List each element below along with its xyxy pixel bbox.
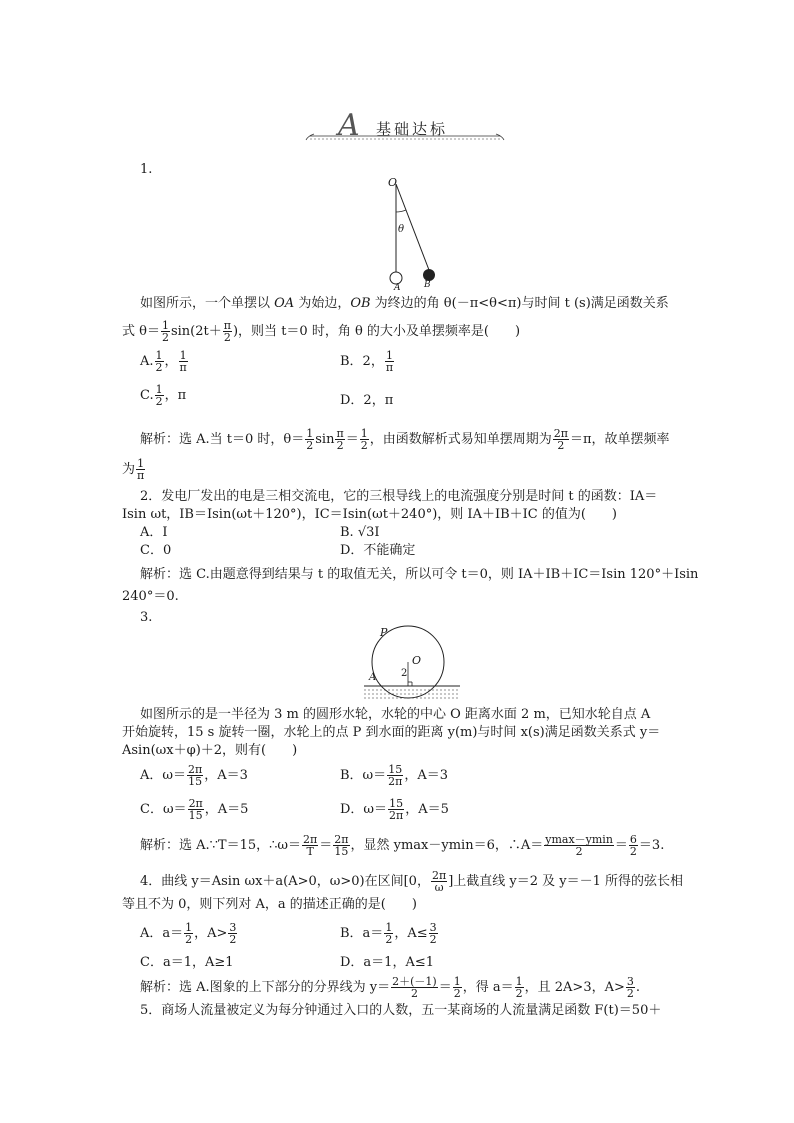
q2-stem-line1: 2．发电厂发出的电是三相交流电，它的三根导线上的电流强度分别是时间 t 的函数：IA＝ xyxy=(140,489,658,504)
q3-option-c[interactable]: C．ω＝ $\frac{2\pi}{15}$ ，A＝5 xyxy=(140,797,249,822)
q3-solution: 解析：选 A.∵T＝15，∴ω＝ $\frac{2\pi}{T}$ ＝ $\frac{2\pi}{15}$ ，显然 ymax－ymin＝6，∴A＝ $\frac{ymax-ymin}{2}$ ＝ $\frac{6}{2}$ ＝3. xyxy=(140,833,665,858)
q2-option-d[interactable]: D．不能确定 xyxy=(340,543,416,558)
q3-option-d[interactable]: D．ω＝ $\frac{15}{2\pi}$ ，A＝5 xyxy=(340,797,449,822)
q4-stem-line2: 等且不为 0，则下列对 A，a 的描述正确的是( ) xyxy=(122,897,417,912)
q5-stem-line1: 5．商场人流量被定义为每分钟通过入口的人数，五一某商场的人流量满足函数 F(t)＝50＋ xyxy=(140,1003,662,1018)
q4-option-b[interactable]: B．a＝ $\frac{1}{2}$ ，A≤ $\frac{3}{2}$ xyxy=(340,921,437,946)
pendulum-figure xyxy=(380,174,450,292)
q1-option-a[interactable]: A. $\frac{1}{2}$ ， $\frac{1}{\pi}$ xyxy=(140,349,187,374)
header-letter: A xyxy=(338,108,360,143)
q1-stem-line1: 如图所示，一个单摆以 OA 为始边，OB 为终边的角 θ(－π<θ<π)与时间 t (s)满足函数关系 xyxy=(140,296,669,311)
fig3-label-p: P xyxy=(380,626,388,639)
q3-number: 3. xyxy=(140,610,153,625)
fig1-label-o: O xyxy=(388,176,398,189)
q1-solution-line2: 为 $\frac{1}{\pi}$ xyxy=(122,457,145,482)
q2-option-a[interactable]: A．I xyxy=(140,525,168,540)
q4-option-d[interactable]: D．a＝1，A≤1 xyxy=(340,955,434,970)
fig3-label-o: O xyxy=(412,654,422,667)
q3-option-a[interactable]: A．ω＝ $\frac{2\pi}{15}$ ，A＝3 xyxy=(140,763,248,788)
q4-solution: 解析：选 A.图象的上下部分的分界线为 y＝ $\frac{2+(-1)}{2}$ ＝ $\frac{1}{2}$ ，得 a＝ $\frac{1}{2}$ ，且 2A>3，A> $\frac{3}{2}$ . xyxy=(140,975,641,1000)
header-title: 基础达标 xyxy=(376,120,449,138)
q4-option-a[interactable]: A．a＝ $\frac{1}{2}$ ，A> $\frac{3}{2}$ xyxy=(140,921,237,946)
q1-number: 1. xyxy=(140,162,153,177)
q1-solution: 解析：选 A.当 t＝0 时，θ＝ $\frac{1}{2}$ sin $\frac{\pi}{2}$ ＝ $\frac{1}{2}$ ，由函数解析式易知单摆周期为 $\frac{2\pi}{2}$ ＝π，故单摆频率 xyxy=(140,427,670,452)
fig1-label-theta: θ xyxy=(398,224,405,235)
q2-solution-line1: 解析：选 C.由题意得到结果与 t 的取值无关，所以可令 t＝0，则 IA＋IB＋IC＝Isin 120°＋Isin xyxy=(140,567,699,582)
q3-option-b[interactable]: B．ω＝ $\frac{15}{2\pi}$ ，A＝3 xyxy=(340,763,449,788)
q3-stem-line1: 如图所示的是一半径为 3 m 的圆形水轮，水轮的中心 O 距离水面 2 m，已知水轮自点 A xyxy=(140,707,651,722)
fraction: $\frac{\pi}{2}$ xyxy=(223,319,231,344)
fig3-label-a: A xyxy=(369,672,377,683)
fig1-label-a: A xyxy=(394,283,401,293)
q1-stem-line2: 式 θ＝ $\frac{1}{2}$ sin(2t＋ $\frac{\pi}{2}$ )，则当 t＝0 时，角 θ 的大小及单摆频率是( ) xyxy=(122,319,521,344)
q4-option-c[interactable]: C．a＝1，A≥1 xyxy=(140,955,234,970)
fig3-label-two: 2 xyxy=(401,668,408,679)
q3-stem-line3: Asin(ωx＋φ)＋2，则有( ) xyxy=(122,743,298,758)
fraction: $\frac{1}{2}$ xyxy=(161,319,169,344)
q1-option-b[interactable]: B．2， $\frac{1}{\pi}$ xyxy=(340,349,394,374)
q1-option-d[interactable]: D．2，π xyxy=(340,393,394,408)
q2-option-b[interactable]: B. √3I xyxy=(340,525,380,540)
q1-option-c[interactable]: C. $\frac{1}{2}$ ，π xyxy=(140,383,187,408)
fig1-label-b: B xyxy=(424,280,431,290)
q2-stem-line2: Isin ωt，IB＝Isin(ωt＋120°)，IC＝Isin(ωt＋240°)，则 IA＋IB＋IC 的值为( ) xyxy=(122,507,618,522)
q3-stem-line2: 开始旋转，15 s 旋转一圈，水轮上的点 P 到水面的距离 y(m)与时间 x(s)满足函数关系式 y＝ xyxy=(122,725,661,740)
q4-stem-line1: 4．曲线 y＝Asin ωx＋a(A>0，ω>0)在区间[0， $\frac{2\pi}{\omega}$ ]上截直线 y＝2 及 y＝－1 所得的弦长相 xyxy=(140,869,684,894)
q2-solution-line2: 240°＝0. xyxy=(122,589,179,604)
q2-option-c[interactable]: C．0 xyxy=(140,543,172,558)
